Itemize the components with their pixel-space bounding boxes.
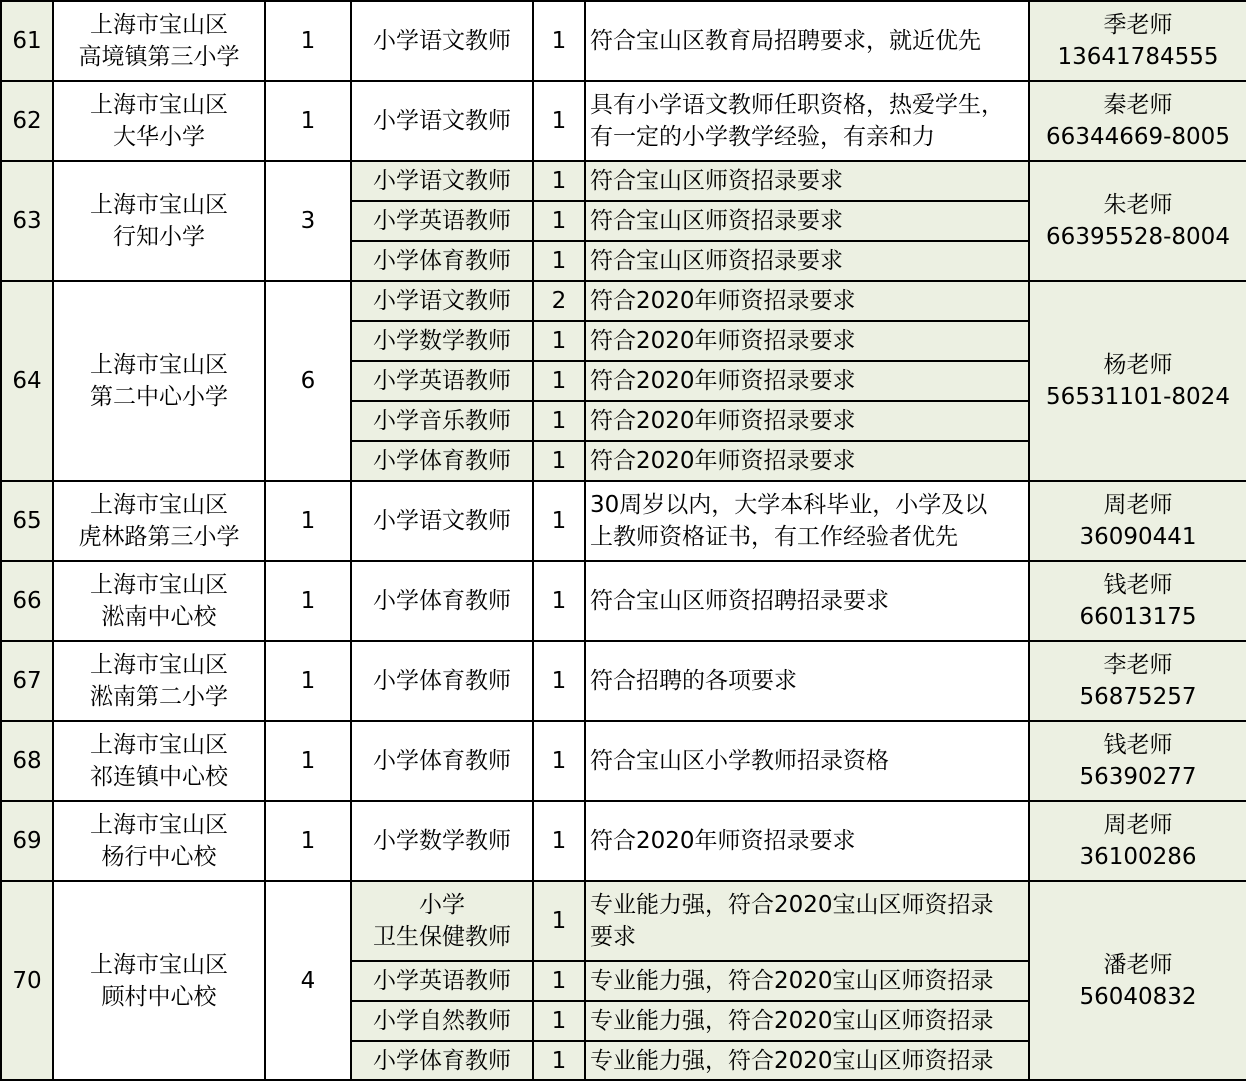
contact-info: 周老师 36090441 <box>1029 481 1246 561</box>
row-number: 67 <box>1 641 53 721</box>
school-name: 上海市宝山区 高境镇第三小学 <box>53 1 265 81</box>
school-name: 上海市宝山区 淞南中心校 <box>53 561 265 641</box>
position-title: 小学 卫生保健教师 <box>351 881 533 961</box>
contact-info: 杨老师 56531101-8024 <box>1029 281 1246 481</box>
position-title: 小学语文教师 <box>351 481 533 561</box>
school-name: 上海市宝山区 祁连镇中心校 <box>53 721 265 801</box>
school-name: 上海市宝山区 顾村中心校 <box>53 881 265 1080</box>
table-row <box>1 81 1246 161</box>
row-number: 61 <box>1 1 53 81</box>
total-count: 6 <box>265 281 351 481</box>
table-row <box>1 161 1246 201</box>
total-count: 1 <box>265 481 351 561</box>
row-number: 63 <box>1 161 53 281</box>
position-count: 1 <box>533 201 585 241</box>
position-requirement: 30周岁以内，大学本科毕业，小学及以 上教师资格证书，有工作经验者优先 <box>585 481 1029 561</box>
school-name: 上海市宝山区 行知小学 <box>53 161 265 281</box>
position-title: 小学体育教师 <box>351 561 533 641</box>
table-row <box>1 721 1246 801</box>
position-title: 小学体育教师 <box>351 1041 533 1080</box>
position-requirement: 符合宝山区小学教师招录资格 <box>585 721 1029 801</box>
contact-info: 秦老师 66344669-8005 <box>1029 81 1246 161</box>
position-title: 小学体育教师 <box>351 241 533 281</box>
contact-info: 潘老师 56040832 <box>1029 881 1246 1080</box>
school-name: 上海市宝山区 大华小学 <box>53 81 265 161</box>
position-title: 小学语文教师 <box>351 81 533 161</box>
position-count: 1 <box>533 241 585 281</box>
contact-info: 钱老师 56390277 <box>1029 721 1246 801</box>
row-number: 64 <box>1 281 53 481</box>
total-count: 1 <box>265 801 351 881</box>
position-requirement: 专业能力强，符合2020宝山区师资招录 <box>585 1001 1029 1041</box>
table-row <box>1 281 1246 321</box>
position-requirement: 符合2020年师资招录要求 <box>585 801 1029 881</box>
position-requirement: 符合2020年师资招录要求 <box>585 401 1029 441</box>
position-requirement: 专业能力强，符合2020宝山区师资招录 要求 <box>585 881 1029 961</box>
position-requirement: 符合宝山区师资招聘招录要求 <box>585 561 1029 641</box>
table-row <box>1 481 1246 561</box>
position-title: 小学体育教师 <box>351 721 533 801</box>
position-requirement: 符合2020年师资招录要求 <box>585 321 1029 361</box>
school-name: 上海市宝山区 淞南第二小学 <box>53 641 265 721</box>
position-title: 小学英语教师 <box>351 201 533 241</box>
position-requirement: 符合2020年师资招录要求 <box>585 441 1029 481</box>
position-requirement: 符合宝山区教育局招聘要求，就近优先 <box>585 1 1029 81</box>
position-title: 小学语文教师 <box>351 1 533 81</box>
school-name: 上海市宝山区 虎林路第三小学 <box>53 481 265 561</box>
position-requirement: 符合宝山区师资招录要求 <box>585 161 1029 201</box>
position-requirement: 专业能力强，符合2020宝山区师资招录 <box>585 961 1029 1001</box>
total-count: 1 <box>265 721 351 801</box>
position-count: 1 <box>533 441 585 481</box>
position-count: 1 <box>533 401 585 441</box>
table-row <box>1 561 1246 641</box>
position-count: 1 <box>533 1 585 81</box>
contact-info: 朱老师 66395528-8004 <box>1029 161 1246 281</box>
total-count: 4 <box>265 881 351 1080</box>
position-requirement: 具有小学语文教师任职资格，热爱学生， 有一定的小学教学经验，有亲和力 <box>585 81 1029 161</box>
position-count: 1 <box>533 481 585 561</box>
position-count: 1 <box>533 881 585 961</box>
position-title: 小学体育教师 <box>351 441 533 481</box>
contact-info: 李老师 56875257 <box>1029 641 1246 721</box>
position-count: 1 <box>533 961 585 1001</box>
position-title: 小学自然教师 <box>351 1001 533 1041</box>
contact-info: 钱老师 66013175 <box>1029 561 1246 641</box>
position-title: 小学数学教师 <box>351 321 533 361</box>
position-title: 小学数学教师 <box>351 801 533 881</box>
position-title: 小学语文教师 <box>351 161 533 201</box>
position-title: 小学英语教师 <box>351 961 533 1001</box>
position-requirement: 符合2020年师资招录要求 <box>585 281 1029 321</box>
position-count: 1 <box>533 81 585 161</box>
position-requirement: 符合招聘的各项要求 <box>585 641 1029 721</box>
position-count: 1 <box>533 161 585 201</box>
position-title: 小学音乐教师 <box>351 401 533 441</box>
position-requirement: 专业能力强，符合2020宝山区师资招录 <box>585 1041 1029 1080</box>
position-count: 1 <box>533 561 585 641</box>
position-requirement: 符合宝山区师资招录要求 <box>585 241 1029 281</box>
position-requirement: 符合2020年师资招录要求 <box>585 361 1029 401</box>
row-number: 69 <box>1 801 53 881</box>
position-count: 1 <box>533 721 585 801</box>
contact-info: 周老师 36100286 <box>1029 801 1246 881</box>
total-count: 3 <box>265 161 351 281</box>
position-count: 1 <box>533 361 585 401</box>
table-row <box>1 881 1246 961</box>
total-count: 1 <box>265 81 351 161</box>
total-count: 1 <box>265 641 351 721</box>
contact-info: 季老师 13641784555 <box>1029 1 1246 81</box>
position-count: 1 <box>533 1041 585 1080</box>
position-count: 1 <box>533 641 585 721</box>
position-title: 小学英语教师 <box>351 361 533 401</box>
table-row <box>1 801 1246 881</box>
position-requirement: 符合宝山区师资招录要求 <box>585 201 1029 241</box>
school-name: 上海市宝山区 第二中心小学 <box>53 281 265 481</box>
total-count: 1 <box>265 1 351 81</box>
row-number: 68 <box>1 721 53 801</box>
table-row <box>1 641 1246 721</box>
table-row <box>1 1 1246 81</box>
position-title: 小学语文教师 <box>351 281 533 321</box>
position-count: 1 <box>533 1001 585 1041</box>
position-count: 2 <box>533 281 585 321</box>
row-number: 65 <box>1 481 53 561</box>
total-count: 1 <box>265 561 351 641</box>
position-count: 1 <box>533 321 585 361</box>
school-name: 上海市宝山区 杨行中心校 <box>53 801 265 881</box>
row-number: 62 <box>1 81 53 161</box>
position-title: 小学体育教师 <box>351 641 533 721</box>
row-number: 70 <box>1 881 53 1080</box>
position-count: 1 <box>533 801 585 881</box>
row-number: 66 <box>1 561 53 641</box>
